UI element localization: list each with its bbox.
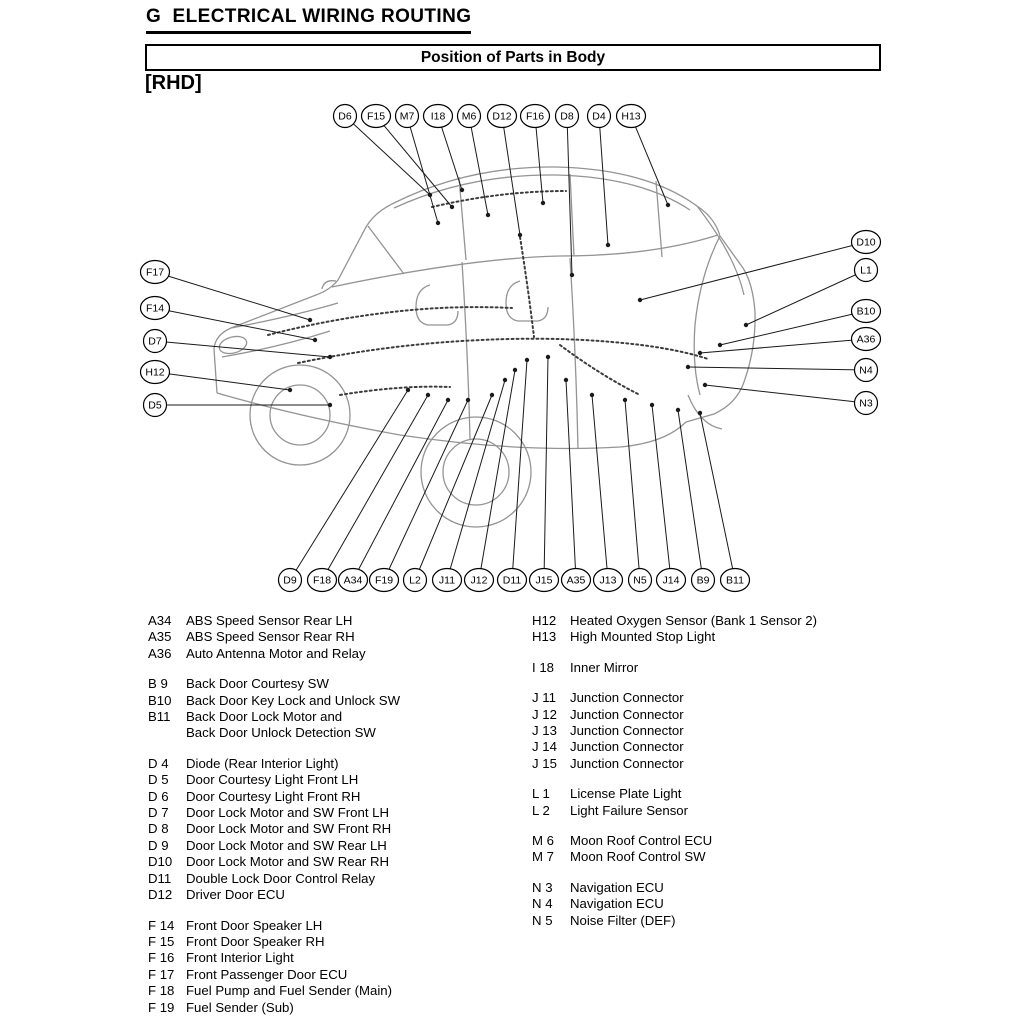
leader-line-B11 — [700, 413, 735, 580]
component-marker-A36 — [698, 351, 702, 355]
component-marker-L2 — [490, 393, 494, 397]
leader-line-J13 — [592, 395, 608, 580]
legend-code: M 6 — [532, 833, 554, 849]
legend-text: Front Door Speaker LH — [186, 917, 323, 933]
legend-code: D11 — [148, 870, 172, 886]
legend-group — [532, 690, 917, 772]
component-marker-N4 — [686, 365, 690, 369]
legend-text: Auto Antenna Motor and Relay — [186, 645, 366, 661]
component-marker-D5 — [328, 403, 332, 407]
callout-label-J15: J15 — [535, 574, 553, 587]
legend-text: Door Lock Motor and SW Front RH — [186, 821, 392, 837]
component-marker-N5 — [623, 398, 627, 402]
legend-text: Navigation ECU — [570, 879, 664, 895]
leader-line-A34 — [353, 400, 448, 580]
component-marker-F18 — [426, 393, 430, 397]
legend-text: High Mounted Stop Light — [570, 629, 716, 645]
callout-label-A34: A34 — [343, 574, 363, 587]
legend-code: F 15 — [148, 933, 175, 949]
component-marker-D7 — [328, 355, 332, 359]
legend-text: Door Courtesy Light Front RH — [186, 788, 361, 804]
component-marker-D11 — [525, 358, 529, 362]
legend-text: Light Failure Sensor — [570, 802, 689, 818]
callout-label-D8: D8 — [560, 110, 574, 123]
wiring-position-diagram — [0, 95, 1024, 600]
leader-line-B9 — [678, 410, 703, 580]
legend-text: Back Door Unlock Detection SW — [186, 725, 376, 741]
legend-row — [148, 887, 526, 903]
legend-row — [148, 772, 526, 788]
legend-row — [532, 786, 917, 802]
component-marker-D9 — [406, 388, 410, 392]
component-marker-J13 — [590, 393, 594, 397]
legend-row — [532, 629, 917, 645]
legend-code — [148, 725, 186, 741]
legend-text: Door Lock Motor and SW Front LH — [186, 805, 390, 821]
legend-row — [148, 709, 526, 725]
leader-line-H13 — [631, 116, 668, 205]
callout-label-B9: B9 — [696, 574, 710, 587]
legend-text: Noise Filter (DEF) — [570, 912, 676, 928]
component-marker-F14 — [313, 338, 317, 342]
callout-label-A36: A36 — [856, 333, 876, 346]
callout-label-F19: F19 — [374, 574, 394, 587]
legend-text: Fuel Pump and Fuel Sender (Main) — [186, 983, 392, 999]
component-marker-D8 — [570, 273, 574, 277]
component-marker-A34 — [446, 398, 450, 402]
legend-code: F 14 — [148, 917, 175, 933]
legend-row — [148, 629, 526, 645]
legend-row — [148, 950, 526, 966]
legend-row — [532, 739, 917, 755]
leader-line-J15 — [544, 357, 548, 580]
legend-text: Back Door Lock Motor and — [186, 709, 343, 725]
legend-code: J 11 — [532, 690, 556, 706]
legend-row — [148, 1000, 526, 1016]
callout-label-J13: J13 — [599, 574, 617, 587]
callout-label-D5: D5 — [148, 399, 162, 412]
legend-row — [148, 934, 526, 950]
component-marker-M6 — [486, 213, 490, 217]
legend-row — [532, 723, 917, 739]
legend-row — [532, 803, 917, 819]
legend-code: A35 — [148, 629, 172, 645]
legend-text: Moon Roof Control SW — [570, 849, 706, 865]
legend-code: F 19 — [148, 999, 175, 1015]
callout-label-D4: D4 — [592, 110, 606, 123]
leader-lines — [155, 116, 866, 580]
legend-row — [148, 805, 526, 821]
component-marker-J14 — [650, 403, 654, 407]
legend-text: Moon Roof Control ECU — [570, 833, 713, 849]
legend-text: Door Lock Motor and SW Rear RH — [186, 854, 390, 870]
legend-group — [148, 613, 526, 662]
legend-text: Junction Connector — [570, 690, 684, 706]
leader-line-D7 — [155, 341, 330, 357]
callout-label-N3: N3 — [859, 397, 873, 410]
legend-group — [532, 833, 917, 866]
callout-label-H13: H13 — [621, 110, 641, 123]
legend-code: D 6 — [148, 788, 169, 804]
legend-row — [148, 838, 526, 854]
component-marker-F16 — [541, 201, 545, 205]
component-marker-F15 — [450, 205, 454, 209]
component-marker-F17 — [308, 318, 312, 322]
leader-line-N5 — [625, 400, 640, 580]
legend-text: Diode (Rear Interior Light) — [186, 755, 339, 771]
legend-code: H13 — [532, 629, 557, 645]
legend-code: A36 — [148, 645, 172, 661]
legend-group — [532, 880, 917, 929]
component-marker-B11 — [698, 411, 702, 415]
legend-text: Door Courtesy Light Front LH — [186, 772, 359, 788]
legend-row — [148, 756, 526, 772]
legend-code: B11 — [148, 709, 171, 725]
component-marker-H12 — [288, 388, 292, 392]
legend-code: D 5 — [148, 772, 169, 788]
legend-code: D 7 — [148, 805, 169, 821]
leader-line-B10 — [720, 311, 866, 345]
legend-code: M 7 — [532, 849, 554, 865]
legend-row — [148, 693, 526, 709]
legend-row — [148, 725, 526, 741]
legend-group — [148, 918, 526, 1016]
callout-label-D7: D7 — [148, 335, 162, 348]
callout-label-M7: M7 — [399, 110, 415, 123]
legend-row — [532, 660, 917, 676]
legend-code: D12 — [148, 887, 173, 903]
leader-line-D10 — [640, 242, 866, 300]
legend-code: F 17 — [148, 966, 175, 982]
legend-code: D 8 — [148, 821, 169, 837]
page-title: G ELECTRICAL WIRING ROUTING — [146, 6, 471, 34]
leader-line-F16 — [535, 116, 543, 203]
component-marker-J12 — [513, 368, 517, 372]
callout-label-F18: F18 — [312, 574, 332, 587]
leader-line-J14 — [652, 405, 671, 580]
leader-line-M7 — [407, 116, 438, 223]
legend-code: L 2 — [532, 802, 550, 818]
leader-line-D9 — [290, 390, 408, 580]
legend-row — [532, 849, 917, 865]
legend-text: Navigation ECU — [570, 896, 664, 912]
legend-text: Driver Door ECU — [186, 887, 285, 903]
legend-row — [532, 613, 917, 629]
legend-row — [148, 871, 526, 887]
leader-line-L2 — [415, 395, 492, 580]
callout-label-D6: D6 — [338, 110, 352, 123]
callout-label-F17: F17 — [145, 266, 165, 279]
legend-text: Door Lock Motor and SW Rear LH — [186, 837, 387, 853]
legend-code: J 13 — [532, 723, 557, 739]
callout-label-D11: D11 — [502, 574, 522, 587]
legend-row — [532, 880, 917, 896]
legend-group — [148, 676, 526, 742]
legend-text: Front Door Speaker RH — [186, 933, 325, 949]
component-marker-I18 — [460, 188, 464, 192]
callout-label-D12: D12 — [492, 110, 512, 123]
legend-code: J 12 — [532, 706, 557, 722]
legend-row — [532, 833, 917, 849]
callout-label-B10: B10 — [856, 305, 876, 318]
leader-line-N3 — [705, 385, 866, 403]
legend-text: ABS Speed Sensor Rear RH — [186, 629, 355, 645]
callout-label-L1: L1 — [860, 264, 872, 277]
component-marker-D12 — [518, 233, 522, 237]
callout-label-N4: N4 — [859, 364, 873, 377]
legend-text: Fuel Sender (Sub) — [186, 999, 294, 1015]
leader-line-D11 — [512, 360, 527, 580]
component-marker-D10 — [638, 298, 642, 302]
component-marker-B10 — [718, 343, 722, 347]
component-marker-D4 — [606, 243, 610, 247]
legend-row — [148, 613, 526, 629]
legend-text: Front Passenger Door ECU — [186, 966, 348, 982]
callout-label-F14: F14 — [145, 302, 165, 315]
legend-row — [148, 918, 526, 934]
drive-variant-label: [RHD] — [145, 72, 202, 94]
car-wireframe — [214, 167, 755, 527]
legend-code: D10 — [148, 854, 173, 870]
legend-row — [148, 646, 526, 662]
leader-line-L1 — [746, 270, 866, 325]
legend-code: L 1 — [532, 786, 550, 802]
callout-label-J12: J12 — [470, 574, 488, 587]
legend-text: Double Lock Door Control Relay — [186, 870, 376, 886]
legend-text: License Plate Light — [570, 786, 682, 802]
callout-label-H12: H12 — [145, 366, 165, 379]
legend-column-right — [532, 613, 917, 943]
component-marker-H13 — [666, 203, 670, 207]
legend-row — [532, 913, 917, 929]
legend-text: Junction Connector — [570, 723, 684, 739]
callout-label-L2: L2 — [409, 574, 421, 587]
legend-code: B 9 — [148, 676, 168, 692]
component-marker-A35 — [564, 378, 568, 382]
leader-line-A35 — [566, 380, 576, 580]
legend-text: Junction Connector — [570, 739, 684, 755]
legend-group — [532, 613, 917, 646]
legend-row — [148, 967, 526, 983]
legend-code: F 18 — [148, 983, 175, 999]
legend-code: A34 — [148, 613, 172, 628]
legend-column-left — [148, 613, 526, 1030]
callout-label-F15: F15 — [366, 110, 386, 123]
legend-group — [532, 660, 917, 676]
callout-label-M6: M6 — [461, 110, 477, 123]
component-marker-L1 — [744, 323, 748, 327]
legend-text: Back Door Courtesy SW — [186, 676, 329, 692]
legend-code: D 4 — [148, 755, 169, 771]
callout-label-D10: D10 — [856, 236, 876, 249]
legend-text: ABS Speed Sensor Rear LH — [186, 613, 353, 628]
legend-text: Heated Oxygen Sensor (Bank 1 Sensor 2) — [570, 613, 818, 628]
leader-line-D6 — [345, 116, 430, 195]
leader-line-N4 — [688, 367, 866, 370]
legend-row — [148, 854, 526, 870]
legend-code: I 18 — [532, 659, 554, 675]
callout-label-N5: N5 — [633, 574, 647, 587]
component-marker-J15 — [546, 355, 550, 359]
legend-row — [148, 983, 526, 999]
legend-row — [532, 896, 917, 912]
legend-row — [532, 707, 917, 723]
legend-row — [148, 789, 526, 805]
legend-group — [532, 786, 917, 819]
legend-code: N 4 — [532, 896, 553, 912]
component-marker-N3 — [703, 383, 707, 387]
leader-line-F14 — [155, 308, 315, 340]
legend-code: J 15 — [532, 755, 557, 771]
legend-row — [148, 821, 526, 837]
callout-label-J14: J14 — [662, 574, 680, 587]
legend-code: J 14 — [532, 739, 557, 755]
callout-label-I18: I18 — [430, 110, 446, 123]
legend-text: Front Interior Light — [186, 950, 294, 966]
component-marker-J11 — [503, 378, 507, 382]
legend-row — [532, 690, 917, 706]
legend-code: F 16 — [148, 950, 175, 966]
leader-line-D12 — [502, 116, 520, 235]
leader-line-M6 — [469, 116, 488, 215]
leader-line-J12 — [479, 370, 515, 580]
legend-text: Inner Mirror — [570, 659, 639, 675]
legend-code: B10 — [148, 692, 172, 708]
component-marker-B9 — [676, 408, 680, 412]
subsection-title-box: Position of Parts in Body — [145, 44, 881, 71]
legend-text: Junction Connector — [570, 755, 684, 771]
legend-code: N 5 — [532, 912, 553, 928]
legend-code: D 9 — [148, 837, 169, 853]
legend-code: N 3 — [532, 879, 553, 895]
legend-text: Back Door Key Lock and Unlock SW — [186, 692, 401, 708]
component-marker-M7 — [436, 221, 440, 225]
component-marker-F19 — [466, 398, 470, 402]
legend-group — [148, 756, 526, 904]
callout-label-B11: B11 — [726, 574, 744, 587]
callout-label-D9: D9 — [283, 574, 297, 587]
legend-row — [532, 756, 917, 772]
callout-label-J11: J11 — [438, 574, 456, 587]
legend-code: H12 — [532, 613, 557, 628]
callout-label-F16: F16 — [525, 110, 545, 123]
legend-row — [148, 676, 526, 692]
wiring-harness — [268, 191, 708, 395]
callout-label-A35: A35 — [566, 574, 586, 587]
legend-text: Junction Connector — [570, 706, 684, 722]
leader-line-A36 — [700, 339, 866, 353]
leader-line-D4 — [599, 116, 608, 245]
